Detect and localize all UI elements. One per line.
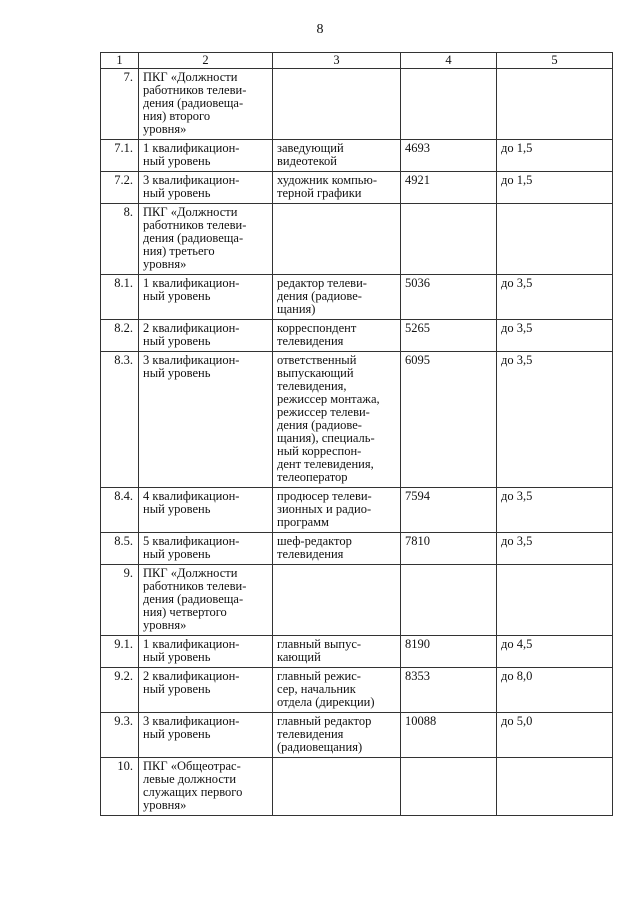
position-text-line: режиссер монтажа, [277,392,380,406]
qualification-cell [139,565,273,636]
position-cell [273,320,401,352]
coefficient-cell: до 3,5 [497,320,613,352]
qualification-cell [139,668,273,713]
table-body [101,69,613,816]
qualification-cell [139,172,273,204]
position-text-line: художник компью- [277,173,377,187]
qualification-text-line: 1 квалификацион- [143,141,240,155]
qualification-cell [139,352,273,488]
row-number-cell: 7.1. [101,140,139,172]
qualification-text-line: ния) третьего [143,244,215,258]
row-number-cell: 8.1. [101,275,139,320]
table-row [101,488,613,533]
position-text-line: телеоператор [277,470,348,484]
row-number-cell: 8. [101,204,139,275]
position-text-line: видеотекой [277,154,337,168]
table-row [101,320,613,352]
row-number-cell: 9.2. [101,668,139,713]
salary-cell: 5036 [401,275,497,320]
position-cell [273,758,401,816]
qualification-text-line: ный уровень [143,650,211,664]
position-text-line: дент телевидения, [277,457,374,471]
position-text-line: режиссер телеви- [277,405,370,419]
qualification-text-line: дения (радиовеща- [143,96,244,110]
row-number-cell: 7. [101,69,139,140]
salary-cell: 7594 [401,488,497,533]
position-cell [273,713,401,758]
position-text-line: щания), специаль- [277,431,375,445]
salary-cell: 4921 [401,172,497,204]
position-cell [273,668,401,713]
coefficient-cell: до 3,5 [497,488,613,533]
row-number-cell: 8.2. [101,320,139,352]
qualification-text-line: 1 квалификацион- [143,276,240,290]
table-row [101,533,613,565]
position-text-line: дения (радиове- [277,418,362,432]
position-cell [273,352,401,488]
qualification-text-line: ный уровень [143,502,211,516]
coefficient-cell: до 3,5 [497,533,613,565]
qualification-cell [139,275,273,320]
coefficient-cell: до 1,5 [497,140,613,172]
salary-cell [401,758,497,816]
qualification-cell [139,69,273,140]
qualification-text-line: ный уровень [143,727,211,741]
salary-cell: 10088 [401,713,497,758]
qualification-text-line: ПКГ «Должности [143,70,238,84]
qualification-text-line: работников телеви- [143,83,247,97]
table-header-row [101,53,613,69]
qualification-text-line: 2 квалификацион- [143,669,240,683]
page-number: 8 [316,22,324,37]
qualification-cell [139,488,273,533]
row-number-cell: 9. [101,565,139,636]
position-cell [273,204,401,275]
salary-table [100,52,613,816]
qualification-cell [139,533,273,565]
qualification-text-line: ный уровень [143,334,211,348]
position-text-line: щания) [277,302,316,316]
coefficient-cell: до 1,5 [497,172,613,204]
position-text-line: главный режис- [277,669,361,683]
coefficient-cell [497,565,613,636]
row-number-cell: 7.2. [101,172,139,204]
salary-cell: 4693 [401,140,497,172]
table-row [101,140,613,172]
qualification-cell [139,140,273,172]
table-row [101,69,613,140]
qualification-text-line: ный уровень [143,289,211,303]
qualification-text-line: ния) четвертого [143,605,227,619]
qualification-text-line: 2 квалификацион- [143,321,240,335]
qualification-text-line: работников телеви- [143,579,247,593]
coefficient-cell [497,69,613,140]
position-text-line: редактор телеви- [277,276,367,290]
salary-cell [401,204,497,275]
position-cell [273,533,401,565]
position-text-line: ответственный [277,353,357,367]
position-text-line: главный выпус- [277,637,362,651]
row-number-cell: 9.3. [101,713,139,758]
qualification-text-line: ный уровень [143,186,211,200]
table-row [101,636,613,668]
position-text-line: корреспондент [277,321,357,335]
qualification-text-line: 3 квалификацион- [143,353,240,367]
salary-cell: 6095 [401,352,497,488]
row-number-cell: 8.3. [101,352,139,488]
qualification-text-line: ПКГ «Должности [143,566,238,580]
qualification-cell [139,636,273,668]
column-header: 5 [497,53,613,69]
qualification-text-line: ПКГ «Должности [143,205,238,219]
qualification-text-line: работников телеви- [143,218,247,232]
position-cell [273,636,401,668]
qualification-text-line: 3 квалификацион- [143,714,240,728]
position-text-line: телевидения [277,334,344,348]
table-row [101,204,613,275]
position-text-line: ный корреспон- [277,444,362,458]
position-text-line: отдела (дирекции) [277,695,375,709]
qualification-text-line: служащих первого [143,785,243,799]
position-text-line: продюсер телеви- [277,489,372,503]
coefficient-cell: до 3,5 [497,275,613,320]
position-text-line: зионных и радио- [277,502,372,516]
qualification-text-line: дения (радиовеща- [143,592,244,606]
row-number-cell: 10. [101,758,139,816]
salary-cell: 7810 [401,533,497,565]
column-header: 3 [273,53,401,69]
qualification-text-line: дения (радиовеща- [143,231,244,245]
position-text-line: выпускающий [277,366,354,380]
row-number-cell: 8.5. [101,533,139,565]
qualification-text-line: уровня» [143,618,187,632]
qualification-cell [139,713,273,758]
qualification-text-line: ный уровень [143,682,211,696]
salary-cell: 8190 [401,636,497,668]
row-number-cell: 8.4. [101,488,139,533]
salary-cell: 8353 [401,668,497,713]
table-row [101,352,613,488]
position-text-line: главный редактор [277,714,372,728]
qualification-cell [139,204,273,275]
coefficient-cell: до 3,5 [497,352,613,488]
column-header: 2 [139,53,273,69]
row-number-cell: 9.1. [101,636,139,668]
qualification-text-line: уровня» [143,257,187,271]
qualification-text-line: уровня» [143,122,187,136]
qualification-text-line: ный уровень [143,366,211,380]
position-cell [273,565,401,636]
position-text-line: шеф-редактор [277,534,352,548]
coefficient-cell: до 4,5 [497,636,613,668]
coefficient-cell [497,204,613,275]
table-row [101,172,613,204]
qualification-text-line: левые должности [143,772,237,786]
qualification-text-line: ния) второго [143,109,211,123]
position-cell [273,140,401,172]
position-text-line: терной графики [277,186,362,200]
qualification-text-line: ный уровень [143,547,211,561]
qualification-text-line: 1 квалификацион- [143,637,240,651]
table-row [101,565,613,636]
qualification-text-line: 5 квалификацион- [143,534,240,548]
qualification-text-line: ный уровень [143,154,211,168]
qualification-text-line: 3 квалификацион- [143,173,240,187]
coefficient-cell: до 8,0 [497,668,613,713]
position-text-line: сер, начальник [277,682,356,696]
table-row [101,275,613,320]
table-row [101,758,613,816]
qualification-cell [139,320,273,352]
qualification-text-line: 4 квалификацион- [143,489,240,503]
qualification-text-line: уровня» [143,798,187,812]
coefficient-cell [497,758,613,816]
position-text-line: кающий [277,650,321,664]
qualification-cell [139,758,273,816]
table-row [101,668,613,713]
position-text-line: заведующий [277,141,344,155]
position-text-line: дения (радиове- [277,289,362,303]
column-header: 1 [101,53,139,69]
salary-cell: 5265 [401,320,497,352]
column-header: 4 [401,53,497,69]
position-text-line: программ [277,515,329,529]
coefficient-cell: до 5,0 [497,713,613,758]
position-cell [273,172,401,204]
position-text-line: телевидения [277,727,344,741]
position-cell [273,488,401,533]
position-cell [273,69,401,140]
salary-cell [401,69,497,140]
position-text-line: телевидения [277,547,344,561]
salary-cell [401,565,497,636]
position-cell [273,275,401,320]
position-text-line: (радиовещания) [277,740,363,754]
position-text-line: телевидения, [277,379,347,393]
qualification-text-line: ПКГ «Общеотрас- [143,759,241,773]
table-row [101,713,613,758]
